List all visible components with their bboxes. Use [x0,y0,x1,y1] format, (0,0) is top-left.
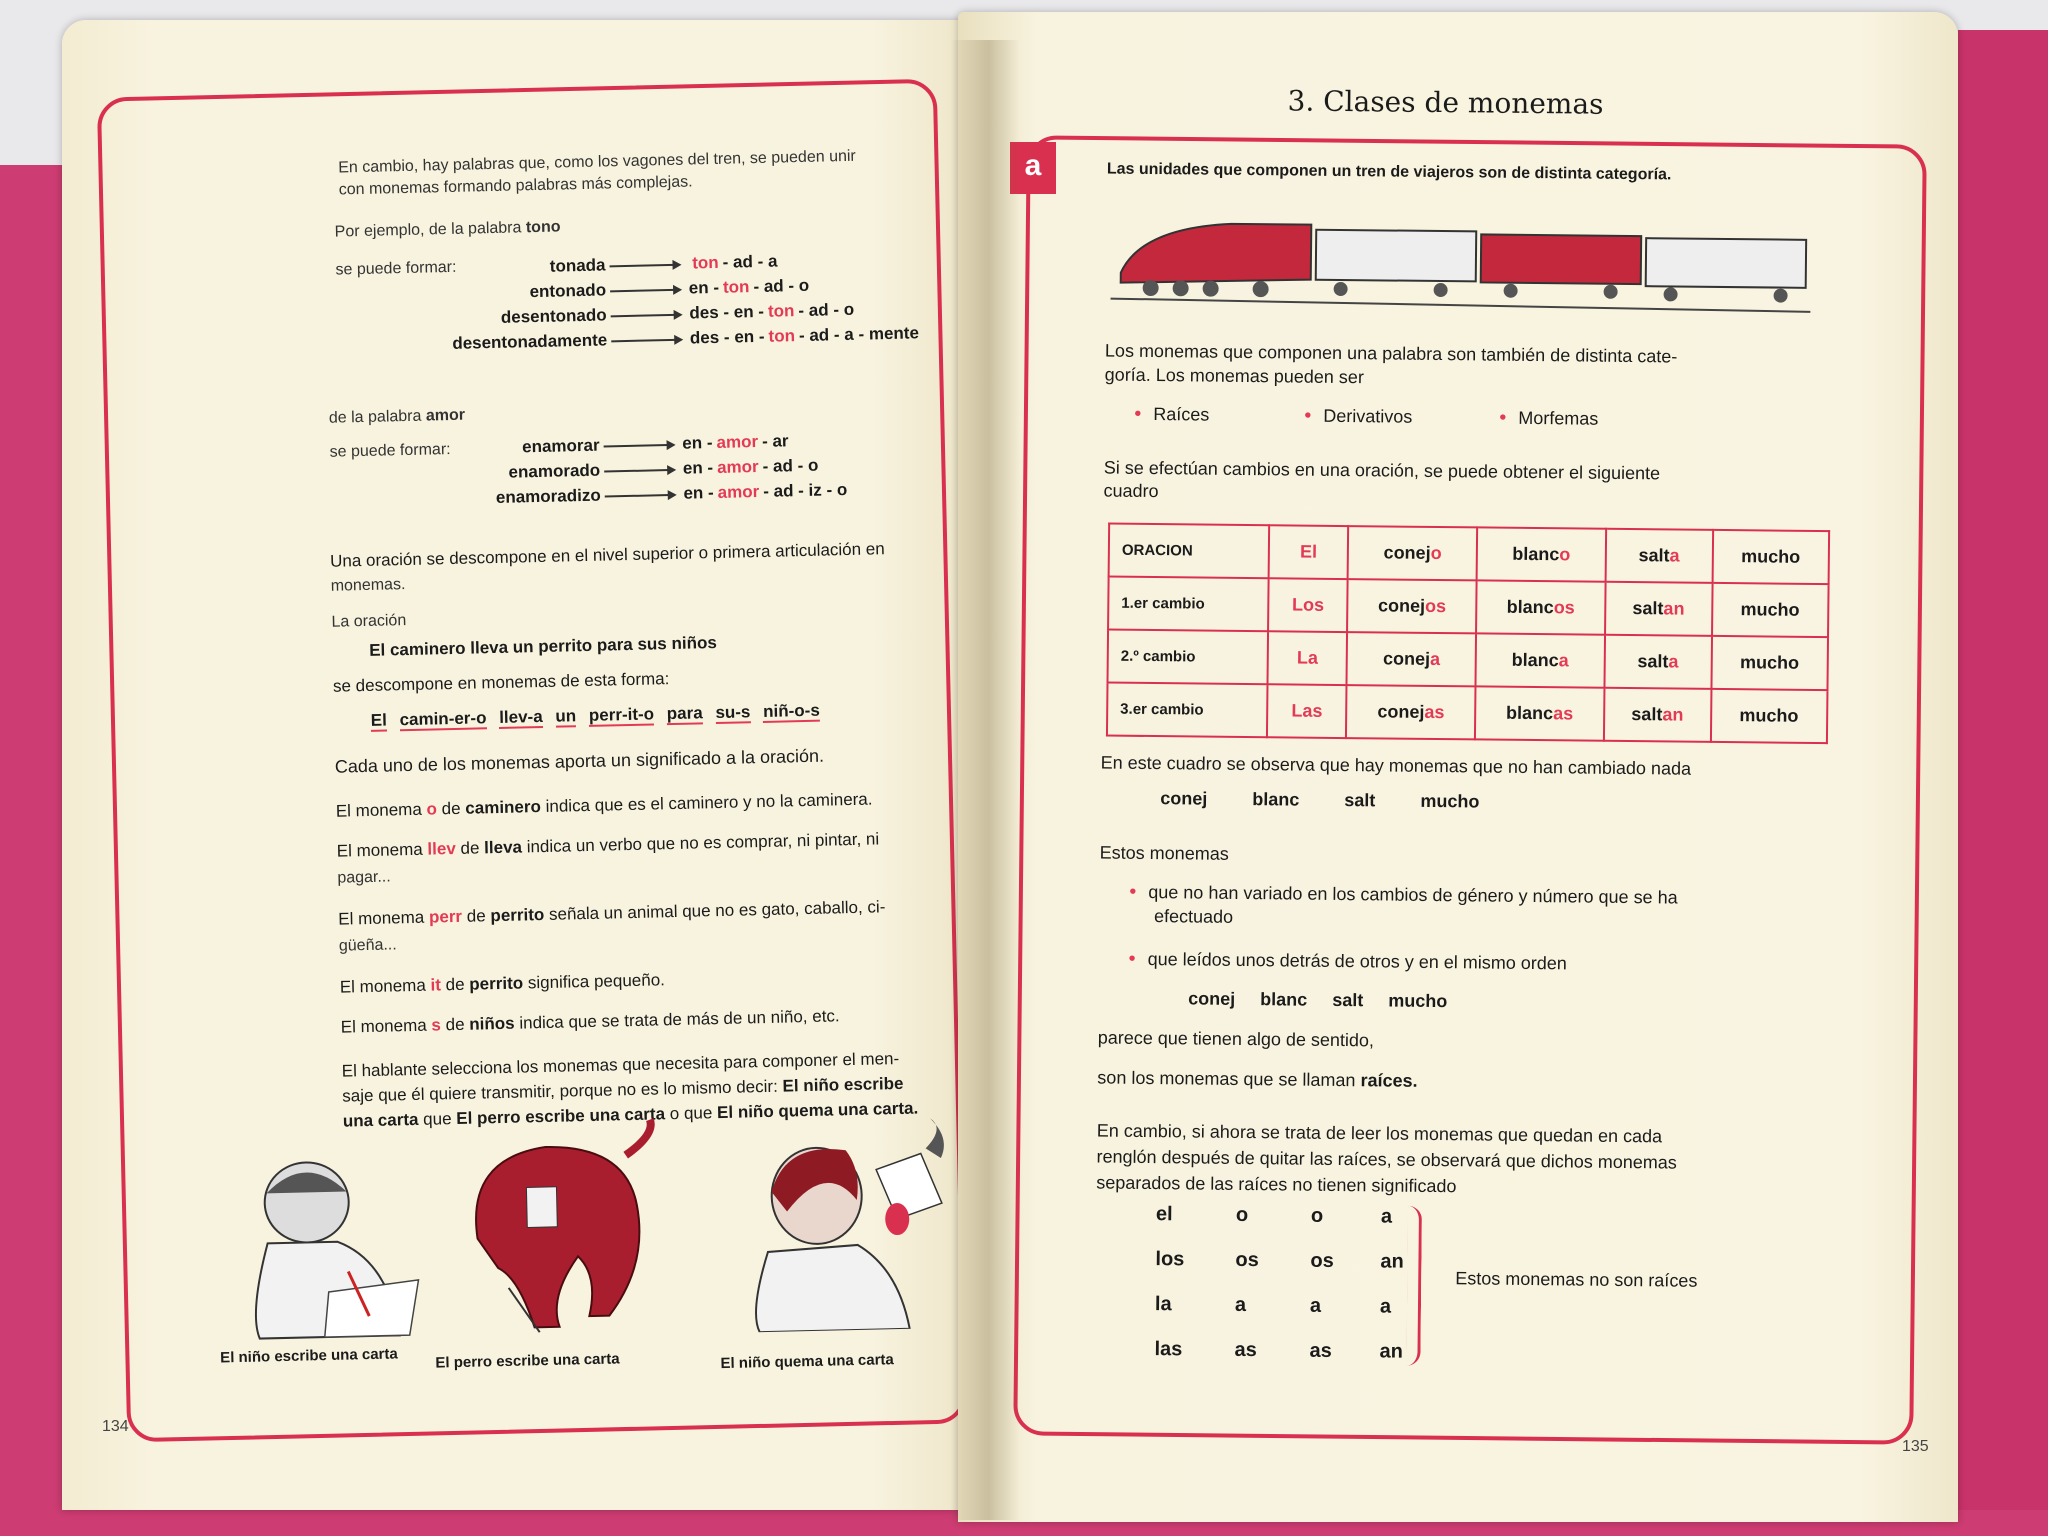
cada-uno: Cada uno de los monemas aporta un significado a la oración. [334,745,825,777]
hablante-line-2: saje que él quiere transmitir, porque no es lo mismo decir: El niño escribe [342,1073,904,1106]
no-raices-label: Estos monemas no son raíces [1455,1268,1698,1291]
arrow-icon [610,288,680,292]
monema-line-4: El monema it de perrito significa pequeño. [339,970,666,997]
table-row: 3.er cambio Las conejas blancas saltan mucho [1107,683,1828,744]
train-illustration [1110,203,1811,320]
derivation-row: enamoradizo en - amor - ad - iz - o [495,480,848,507]
boy-burning-letter-illustration [745,1117,970,1332]
caption-boy-writes: El niño escribe una carta [220,1345,398,1367]
can-form-label-2: se puede formar: [329,440,451,461]
derivation-row: enamorar en - amor - ar [521,431,789,457]
book-cover-edge [1958,30,2048,1510]
bullet-icon: • [1499,406,1507,429]
table-row: 1.er cambio Los conejos blancos saltan mucho [1108,577,1829,638]
grid-brace [1406,1206,1422,1366]
table-row: 2.º cambio La coneja blanca salta mucho [1108,630,1829,691]
roots-line-2: conej blanc salt mucho [1188,988,1448,1012]
arrow-icon [604,468,674,472]
hablante-line-3: una carta que El perro escribe una carta o que El niño quema una carta. [342,1098,919,1131]
bullet-icon: • [1129,880,1137,903]
monema-line-3: El monema perr de perrito señala un animal que no es gato, caballo, ci- [338,897,886,929]
monema-line-2: El monema llev de lleva indica un verbo que no es comprar, ni pintar, ni [336,829,880,861]
decomposed-sentence: El camin-er-o llev-a un perr-it-o para su-s niñ-o-s [370,700,820,730]
sentence-desc-2: monemas. [330,576,406,595]
example2-intro: de la palabra amor [328,406,466,427]
bullet-icon: • [1128,947,1136,970]
monema-line-1: El monema o de caminero indica que es el caminero y no la caminera. [335,789,873,821]
arrow-icon [605,493,675,497]
example2-word: amor [425,406,466,425]
sentence-desc-1: Una oración se descompone en el nivel superior o primera articulación en [329,539,885,571]
derivation-row: tonada ton - ad - a [549,251,778,276]
bullet-item-1-cont: efectuado [1153,906,1234,927]
arrow-icon [611,313,681,317]
changes-table [1106,523,1830,745]
monema-line-5: El monema s de niños indica que se trata de más de un niño, etc. [340,1006,840,1037]
derivation-row: desentonado des - en - ton - ad - o [500,299,855,327]
section-badge: a [1010,142,1056,194]
train-intro: Las unidades que componen un tren de viajeros son de distinta categoría. [1106,160,1672,184]
en-cambio-1: En cambio, si ahora se trata de leer los monemas que quedan en cada [1096,1120,1663,1147]
derivation-row: enamorado en - amor - ad - o [508,455,819,482]
cambios-intro-2: cuadro [1103,480,1159,502]
arrow-icon [604,443,674,447]
intro-line-2: con monemas formando palabras más complejas. [338,173,693,199]
bullet-item-1: • que no han variado en los cambios de género y número que se ha [1129,880,1678,908]
caption-boy-burns: El niño quema una carta [720,1351,894,1373]
dog-writing-illustration [435,1114,670,1339]
example-sentence: El caminero lleva un perrito para sus niños [368,633,718,660]
monema-line-2-cont: pagar... [337,868,391,887]
raices-line: son los monemas que se llaman raíces. [1097,1067,1418,1091]
caption-dog-writes: El perro escribe una carta [435,1350,620,1372]
type-morfemas: • Morfemas [1499,406,1599,429]
monemas-intro-1: Los monemas que componen una palabra son también de distinta cate- [1104,340,1678,367]
estos-monemas: Estos monemas [1099,842,1229,864]
monema-line-3-cont: güeña... [338,936,397,955]
example1-word: tono [525,218,561,237]
hablante-line-1: El hablante selecciona los monemas que necesita para componer el men- [341,1048,900,1081]
arrow-icon [611,338,681,342]
intro-line-1: En cambio, hay palabras que, como los vagones del tren, se pueden unir [338,147,856,177]
se-descompone-label: se descompone en monemas de esta forma: [332,669,670,696]
book-gutter [950,40,1020,1520]
cambios-intro-1: Si se efectúan cambios en una oración, se puede obtener el siguiente [1103,457,1661,484]
derivation-row: entonado en - ton - ad - o [529,275,810,302]
right-page [958,12,1958,1522]
type-derivativos: • Derivativos [1304,404,1413,427]
can-form-label-1: se puede formar: [335,258,457,279]
cuadro-observation: En este cuadro se observa que hay monemas que no han cambiado nada [1100,752,1692,779]
en-cambio-2: renglón después de quitar las raíces, se observará que dichos monemas [1096,1146,1677,1173]
derivation-row: desentonadamente des - en - ton - ad - a - mente [452,323,920,353]
type-raices: • Raíces [1134,402,1210,425]
page-number-right: 135 [1902,1438,1929,1455]
right-page-content: 3. Clases de monemas Las unidades que componen un tren de viajeros son de distinta categoría. Los monemas que componen una palabra son también de distinta cate- goría. Los monemas pueden ser • Raíces • Derivativos • Morfemas Si se efectúan cambios en una oración, se puede obtener el siguiente cuadro ORACION El conejo blanco salta mucho 1.er cambio Los conejos blancos saltan mucho 2.º cambio La coneja blanca salta mucho 3.er cambio Las conejas blancas saltan mucho En este cuadro se observa que hay monemas que no han cambiado nada conej blanc salt mucho Estos monemas • que no han variado en los cambios de género y número que se ha efectuado • que leídos unos detrás de otros y en el mismo orden conej blanc salt mucho parece que tienen algo de sentido, son los monemas que se llaman raíces. En cambio, si ahora se trata de leer los monemas que quedan en cada renglón después de quitar las raíces, se observará que dichos monemas separados de las raíces no tienen significado el o o a los os os an la a a a las as as an Estos monemas no son raíces [1058,62,1918,71]
illustrations [215,1127,1000,1375]
left-page [62,20,1012,1510]
right-page-frame [1013,135,1927,1444]
en-cambio-3: separados de las raíces no tienen significado [1096,1172,1457,1197]
table-row: ORACION El conejo blanco salta mucho [1109,524,1830,585]
bullet-icon: • [1304,404,1312,427]
bullet-icon: • [1134,402,1142,425]
roots-line-1: conej blanc salt mucho [1160,788,1480,812]
arrow-icon [610,263,680,267]
page-number-left: 134 [102,1418,129,1435]
boy-writing-illustration [225,1140,429,1344]
bullet-item-2: • que leídos unos detrás de otros y en el mismo orden [1128,947,1567,974]
page-title: 3. Clases de monemas [1287,84,1604,121]
example1-intro: Por ejemplo, de la palabra tono [334,218,561,241]
sentido-line: parece que tienen algo de sentido, [1097,1027,1375,1051]
la-oracion-label: La oración [331,612,407,631]
monemas-intro-2: goría. Los monemas pueden ser [1104,364,1364,388]
